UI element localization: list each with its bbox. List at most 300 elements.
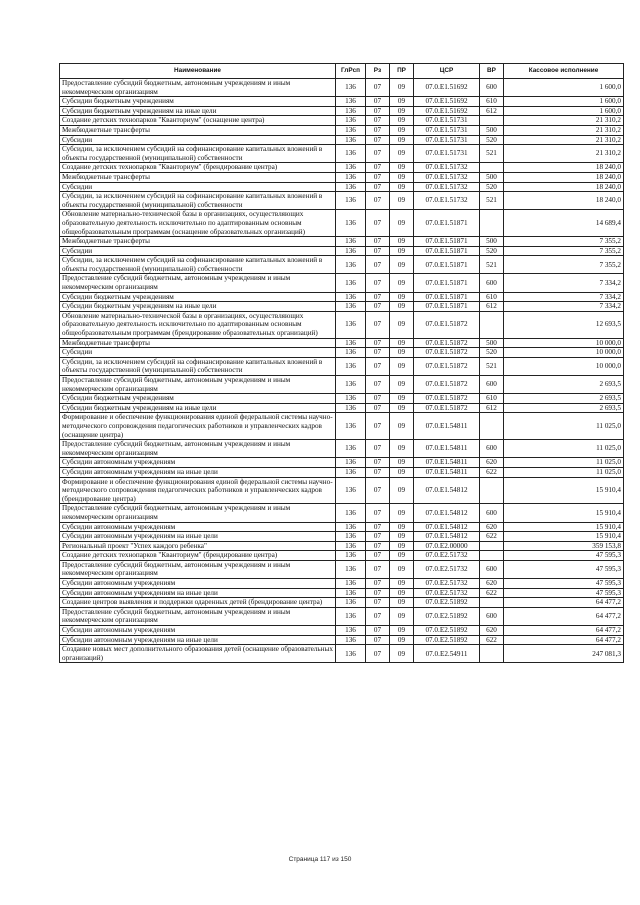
cell-glrsp: 136: [336, 626, 366, 636]
cell-csr: 07.0.E1.54812: [414, 477, 480, 504]
cell-pr: 09: [390, 246, 414, 256]
cell-name: Субсидии автономным учреждениям: [60, 579, 336, 589]
cell-rz: 07: [366, 311, 390, 338]
cell-amount: 64 477,2: [504, 607, 624, 625]
table-row: [60, 579, 624, 589]
cell-pr: 09: [390, 135, 414, 145]
cell-rz: 07: [366, 292, 390, 302]
table-row: [60, 588, 624, 598]
cell-name: Предоставление субсидий бюджетным, автономным учреждениям и иным некоммерческим организациям: [60, 560, 336, 578]
cell-pr: 09: [390, 532, 414, 542]
cell-glrsp: 136: [336, 237, 366, 247]
cell-vr: [480, 645, 504, 663]
cell-pr: 09: [390, 357, 414, 375]
table-row: [60, 394, 624, 404]
table-row: [60, 172, 624, 182]
table-row: [60, 192, 624, 210]
cell-name: Субсидии бюджетным учреждениям на иные цели: [60, 403, 336, 413]
cell-glrsp: 136: [336, 467, 366, 477]
table-row: [60, 237, 624, 247]
cell-glrsp: 136: [336, 413, 366, 440]
cell-csr: 07.0.E2.00000: [414, 541, 480, 551]
cell-glrsp: 136: [336, 311, 366, 338]
cell-vr: 600: [480, 560, 504, 578]
cell-pr: 09: [390, 504, 414, 522]
cell-glrsp: 136: [336, 172, 366, 182]
cell-amount: 15 910,4: [504, 504, 624, 522]
cell-csr: 07.0.E1.54811: [414, 440, 480, 458]
cell-vr: 520: [480, 348, 504, 358]
cell-rz: 07: [366, 598, 390, 608]
cell-csr: 07.0.E2.51892: [414, 635, 480, 645]
cell-glrsp: 136: [336, 458, 366, 468]
cell-name: Субсидии бюджетным учреждениям: [60, 97, 336, 107]
cell-amount: 18 240,0: [504, 163, 624, 173]
table-row: [60, 467, 624, 477]
cell-vr: [480, 413, 504, 440]
cell-rz: 07: [366, 541, 390, 551]
table-row: [60, 246, 624, 256]
table-row: [60, 458, 624, 468]
cell-vr: 622: [480, 532, 504, 542]
cell-vr: 622: [480, 635, 504, 645]
cell-vr: [480, 311, 504, 338]
cell-pr: 09: [390, 477, 414, 504]
cell-rz: 07: [366, 338, 390, 348]
cell-pr: 09: [390, 210, 414, 237]
table-row: [60, 560, 624, 578]
cell-name: Обновление материально-технической базы в организациях, осуществляющих образовательную деятельность исключительно по адаптированным основным общеобразовательным программам (брендирование образовательных организаций): [60, 311, 336, 338]
cell-pr: 09: [390, 458, 414, 468]
cell-amount: 12 693,5: [504, 311, 624, 338]
cell-vr: 620: [480, 458, 504, 468]
table-row: [60, 403, 624, 413]
cell-amount: 7 334,2: [504, 302, 624, 312]
cell-name: Субсидии бюджетным учреждениям: [60, 394, 336, 404]
cell-amount: 64 477,2: [504, 598, 624, 608]
cell-vr: [480, 116, 504, 126]
cell-pr: 09: [390, 551, 414, 561]
cell-name: Субсидии, за исключением субсидий на софинансирование капитальных вложений в объекты государственной (муниципальной) собственности: [60, 256, 336, 274]
cell-rz: 07: [366, 579, 390, 589]
cell-rz: 07: [366, 635, 390, 645]
cell-amount: 15 910,4: [504, 522, 624, 532]
cell-rz: 07: [366, 192, 390, 210]
cell-rz: 07: [366, 467, 390, 477]
cell-csr: 07.0.E1.51872: [414, 348, 480, 358]
cell-name: Создание детских технопарков "Кванториум" (брендирование центра): [60, 163, 336, 173]
cell-rz: 07: [366, 79, 390, 97]
cell-amount: 7 334,2: [504, 274, 624, 292]
table-row: [60, 357, 624, 375]
cell-rz: 07: [366, 256, 390, 274]
cell-csr: 07.0.E1.51872: [414, 376, 480, 394]
cell-csr: 07.0.E2.51732: [414, 551, 480, 561]
table-row: [60, 79, 624, 97]
cell-name: Субсидии автономным учреждениям на иные цели: [60, 467, 336, 477]
table-row: [60, 348, 624, 358]
cell-name: Субсидии автономным учреждениям на иные цели: [60, 532, 336, 542]
cell-name: Субсидии бюджетным учреждениям: [60, 292, 336, 302]
cell-vr: 610: [480, 292, 504, 302]
cell-amount: 47 595,3: [504, 579, 624, 589]
cell-pr: 09: [390, 522, 414, 532]
cell-name: Предоставление субсидий бюджетным, автономным учреждениям и иным некоммерческим организациям: [60, 607, 336, 625]
cell-glrsp: 136: [336, 135, 366, 145]
cell-csr: 07.0.E1.54812: [414, 532, 480, 542]
cell-name: Субсидии, за исключением субсидий на софинансирование капитальных вложений в объекты государственной (муниципальной) собственности: [60, 192, 336, 210]
cell-pr: 09: [390, 440, 414, 458]
cell-csr: 07.0.E1.51872: [414, 338, 480, 348]
cell-name: Предоставление субсидий бюджетным, автономным учреждениям и иным некоммерческим организациям: [60, 440, 336, 458]
table-row: [60, 635, 624, 645]
cell-glrsp: 136: [336, 97, 366, 107]
table-body: [60, 79, 624, 663]
cell-glrsp: 136: [336, 440, 366, 458]
table-row: [60, 551, 624, 561]
cell-name: Субсидии автономным учреждениям на иные цели: [60, 588, 336, 598]
cell-vr: [480, 541, 504, 551]
cell-vr: [480, 163, 504, 173]
cell-rz: 07: [366, 210, 390, 237]
cell-glrsp: 136: [336, 292, 366, 302]
cell-glrsp: 136: [336, 598, 366, 608]
cell-csr: 07.0.E1.51731: [414, 125, 480, 135]
cell-glrsp: 136: [336, 163, 366, 173]
cell-amount: 7 355,2: [504, 246, 624, 256]
page-footer: Страница 117 из 150: [288, 856, 352, 863]
cell-amount: 7 334,2: [504, 292, 624, 302]
cell-csr: 07.0.E1.51732: [414, 192, 480, 210]
cell-name: Субсидии бюджетным учреждениям на иные цели: [60, 302, 336, 312]
cell-rz: 07: [366, 302, 390, 312]
cell-pr: 09: [390, 302, 414, 312]
cell-rz: 07: [366, 357, 390, 375]
header-vr: ВР: [480, 64, 504, 79]
cell-rz: 07: [366, 145, 390, 163]
cell-amount: 18 240,0: [504, 182, 624, 192]
cell-amount: 21 310,2: [504, 145, 624, 163]
cell-amount: 359 153,8: [504, 541, 624, 551]
cell-name: Предоставление субсидий бюджетным, автономным учреждениям и иным некоммерческим организациям: [60, 79, 336, 97]
cell-vr: 600: [480, 607, 504, 625]
cell-rz: 07: [366, 626, 390, 636]
cell-vr: 521: [480, 145, 504, 163]
table-row: [60, 626, 624, 636]
cell-vr: 600: [480, 504, 504, 522]
cell-csr: 07.0.E2.51892: [414, 598, 480, 608]
cell-csr: 07.0.E1.51732: [414, 182, 480, 192]
cell-name: Формирование и обеспечение функционирования единой федеральной системы научно-методического сопровождения педагогических работников и управленческих кадров (оснащение центра): [60, 413, 336, 440]
cell-rz: 07: [366, 588, 390, 598]
cell-vr: 612: [480, 106, 504, 116]
cell-csr: 07.0.E1.51731: [414, 116, 480, 126]
cell-glrsp: 136: [336, 210, 366, 237]
cell-vr: 521: [480, 357, 504, 375]
cell-pr: 09: [390, 635, 414, 645]
cell-name: Создание детских технопарков "Кванториум" (оснащение центра): [60, 116, 336, 126]
cell-vr: 520: [480, 246, 504, 256]
cell-name: Субсидии: [60, 348, 336, 358]
cell-pr: 09: [390, 579, 414, 589]
cell-csr: 07.0.E2.54911: [414, 645, 480, 663]
cell-vr: 620: [480, 626, 504, 636]
cell-amount: 47 595,3: [504, 551, 624, 561]
table-row: [60, 532, 624, 542]
table-row: [60, 598, 624, 608]
cell-rz: 07: [366, 532, 390, 542]
cell-csr: 07.0.E1.51871: [414, 210, 480, 237]
cell-csr: 07.0.E1.51732: [414, 172, 480, 182]
cell-amount: 11 025,0: [504, 413, 624, 440]
cell-vr: 500: [480, 237, 504, 247]
cell-rz: 07: [366, 182, 390, 192]
cell-glrsp: 136: [336, 182, 366, 192]
cell-pr: 09: [390, 338, 414, 348]
cell-pr: 09: [390, 560, 414, 578]
header-name: Наименование: [60, 64, 336, 79]
cell-name: Субсидии автономным учреждениям: [60, 522, 336, 532]
cell-vr: 622: [480, 467, 504, 477]
cell-rz: 07: [366, 172, 390, 182]
cell-vr: 610: [480, 394, 504, 404]
table-row: [60, 116, 624, 126]
cell-amount: 10 000,0: [504, 357, 624, 375]
table-row: [60, 311, 624, 338]
cell-csr: 07.0.E1.51871: [414, 256, 480, 274]
cell-pr: 09: [390, 348, 414, 358]
table-row: [60, 504, 624, 522]
cell-name: Субсидии: [60, 182, 336, 192]
cell-vr: 612: [480, 302, 504, 312]
header-rz: Рз: [366, 64, 390, 79]
table-row: [60, 106, 624, 116]
cell-rz: 07: [366, 246, 390, 256]
cell-rz: 07: [366, 116, 390, 126]
cell-csr: 07.0.E1.51871: [414, 274, 480, 292]
cell-vr: [480, 477, 504, 504]
cell-glrsp: 136: [336, 477, 366, 504]
cell-amount: 18 240,0: [504, 172, 624, 182]
cell-vr: 622: [480, 588, 504, 598]
cell-vr: 500: [480, 125, 504, 135]
cell-csr: 07.0.E2.51732: [414, 560, 480, 578]
cell-glrsp: 136: [336, 246, 366, 256]
cell-name: Межбюджетные трансферты: [60, 172, 336, 182]
cell-amount: 47 595,3: [504, 560, 624, 578]
table-row: [60, 338, 624, 348]
cell-amount: 47 595,3: [504, 588, 624, 598]
table-row: [60, 97, 624, 107]
header-csr: ЦСР: [414, 64, 480, 79]
cell-rz: 07: [366, 394, 390, 404]
cell-glrsp: 136: [336, 579, 366, 589]
cell-name: Субсидии автономным учреждениям: [60, 626, 336, 636]
cell-glrsp: 136: [336, 403, 366, 413]
cell-rz: 07: [366, 607, 390, 625]
table-row: [60, 645, 624, 663]
cell-vr: [480, 598, 504, 608]
cell-amount: 10 000,0: [504, 338, 624, 348]
table-row: [60, 292, 624, 302]
table-row: [60, 274, 624, 292]
cell-name: Региональный проект "Успех каждого ребенка": [60, 541, 336, 551]
cell-vr: 620: [480, 579, 504, 589]
cell-csr: 07.0.E2.51732: [414, 588, 480, 598]
cell-rz: 07: [366, 135, 390, 145]
cell-amount: 7 355,2: [504, 256, 624, 274]
cell-pr: 09: [390, 163, 414, 173]
cell-vr: 600: [480, 440, 504, 458]
cell-glrsp: 136: [336, 522, 366, 532]
cell-pr: 09: [390, 182, 414, 192]
cell-pr: 09: [390, 106, 414, 116]
cell-vr: 520: [480, 182, 504, 192]
cell-rz: 07: [366, 477, 390, 504]
cell-pr: 09: [390, 413, 414, 440]
cell-glrsp: 136: [336, 338, 366, 348]
table-row: [60, 256, 624, 274]
cell-vr: 600: [480, 274, 504, 292]
cell-pr: 09: [390, 311, 414, 338]
cell-glrsp: 136: [336, 106, 366, 116]
cell-name: Обновление материально-технической базы в организациях, осуществляющих образовательную деятельность исключительно по адаптированным основным общеобразовательным программам (оснащение образовательных организаций): [60, 210, 336, 237]
table-row: [60, 182, 624, 192]
cell-csr: 07.0.E1.51872: [414, 311, 480, 338]
cell-amount: 11 025,0: [504, 467, 624, 477]
header-glrsp: ГлРсп: [336, 64, 366, 79]
cell-pr: 09: [390, 403, 414, 413]
cell-csr: 07.0.E1.51731: [414, 145, 480, 163]
table-row: [60, 440, 624, 458]
cell-rz: 07: [366, 106, 390, 116]
budget-execution-table: [59, 63, 624, 663]
cell-amount: 21 310,2: [504, 125, 624, 135]
cell-csr: 07.0.E1.54811: [414, 458, 480, 468]
cell-name: Предоставление субсидий бюджетным, автономным учреждениям и иным некоммерческим организациям: [60, 376, 336, 394]
cell-pr: 09: [390, 79, 414, 97]
cell-vr: 500: [480, 172, 504, 182]
table-row: [60, 541, 624, 551]
cell-vr: [480, 210, 504, 237]
cell-pr: 09: [390, 237, 414, 247]
table-row: [60, 607, 624, 625]
cell-vr: [480, 551, 504, 561]
cell-csr: 07.0.E1.51871: [414, 246, 480, 256]
cell-pr: 09: [390, 145, 414, 163]
cell-name: Межбюджетные трансферты: [60, 237, 336, 247]
cell-glrsp: 136: [336, 607, 366, 625]
cell-amount: 2 693,5: [504, 376, 624, 394]
cell-amount: 1 600,0: [504, 106, 624, 116]
cell-csr: 07.0.E1.51872: [414, 403, 480, 413]
cell-vr: 521: [480, 192, 504, 210]
cell-amount: 2 693,5: [504, 394, 624, 404]
cell-pr: 09: [390, 626, 414, 636]
cell-vr: 521: [480, 256, 504, 274]
cell-vr: 520: [480, 135, 504, 145]
cell-csr: 07.0.E1.51871: [414, 302, 480, 312]
cell-glrsp: 136: [336, 504, 366, 522]
cell-amount: 21 310,2: [504, 116, 624, 126]
cell-pr: 09: [390, 645, 414, 663]
cell-rz: 07: [366, 504, 390, 522]
cell-csr: 07.0.E1.54812: [414, 504, 480, 522]
cell-name: Создание центров выявления и поддержки одаренных детей (брендирование центра): [60, 598, 336, 608]
cell-name: Межбюджетные трансферты: [60, 338, 336, 348]
cell-pr: 09: [390, 125, 414, 135]
cell-amount: 2 693,5: [504, 403, 624, 413]
cell-glrsp: 136: [336, 274, 366, 292]
cell-vr: 620: [480, 522, 504, 532]
cell-rz: 07: [366, 458, 390, 468]
table-row: [60, 125, 624, 135]
cell-amount: 18 240,0: [504, 192, 624, 210]
cell-amount: 64 477,2: [504, 635, 624, 645]
cell-glrsp: 136: [336, 348, 366, 358]
cell-glrsp: 136: [336, 532, 366, 542]
cell-glrsp: 136: [336, 256, 366, 274]
cell-rz: 07: [366, 97, 390, 107]
cell-rz: 07: [366, 560, 390, 578]
table-row: [60, 163, 624, 173]
table-header-row: [60, 64, 624, 79]
cell-glrsp: 136: [336, 145, 366, 163]
cell-glrsp: 136: [336, 394, 366, 404]
cell-rz: 07: [366, 237, 390, 247]
cell-amount: 15 910,4: [504, 532, 624, 542]
cell-rz: 07: [366, 348, 390, 358]
cell-amount: 64 477,2: [504, 626, 624, 636]
cell-rz: 07: [366, 645, 390, 663]
cell-amount: 7 355,2: [504, 237, 624, 247]
cell-pr: 09: [390, 256, 414, 274]
cell-csr: 07.0.E1.51731: [414, 135, 480, 145]
cell-glrsp: 136: [336, 357, 366, 375]
cell-vr: 612: [480, 403, 504, 413]
cell-vr: 610: [480, 97, 504, 107]
cell-rz: 07: [366, 274, 390, 292]
cell-rz: 07: [366, 522, 390, 532]
cell-amount: 14 689,4: [504, 210, 624, 237]
cell-name: Формирование и обеспечение функционирования единой федеральной системы научно-методического сопровождения педагогических работников и управленческих кадров (брендирование центра): [60, 477, 336, 504]
cell-glrsp: 136: [336, 192, 366, 210]
table-row: [60, 522, 624, 532]
cell-glrsp: 136: [336, 560, 366, 578]
cell-pr: 09: [390, 598, 414, 608]
cell-glrsp: 136: [336, 645, 366, 663]
header-pr: ПР: [390, 64, 414, 79]
cell-vr: 500: [480, 338, 504, 348]
cell-csr: 07.0.E1.51872: [414, 357, 480, 375]
cell-glrsp: 136: [336, 541, 366, 551]
cell-glrsp: 136: [336, 588, 366, 598]
cell-glrsp: 136: [336, 376, 366, 394]
cell-rz: 07: [366, 440, 390, 458]
cell-name: Создание детских технопарков "Кванториум" (брендирование центра): [60, 551, 336, 561]
cell-name: Субсидии: [60, 246, 336, 256]
cell-name: Субсидии: [60, 135, 336, 145]
cell-rz: 07: [366, 163, 390, 173]
cell-csr: 07.0.E1.51692: [414, 79, 480, 97]
cell-vr: 600: [480, 376, 504, 394]
table-row: [60, 413, 624, 440]
cell-csr: 07.0.E1.54811: [414, 467, 480, 477]
cell-pr: 09: [390, 172, 414, 182]
cell-amount: 11 025,0: [504, 440, 624, 458]
cell-name: Субсидии автономным учреждениям на иные цели: [60, 635, 336, 645]
cell-rz: 07: [366, 413, 390, 440]
